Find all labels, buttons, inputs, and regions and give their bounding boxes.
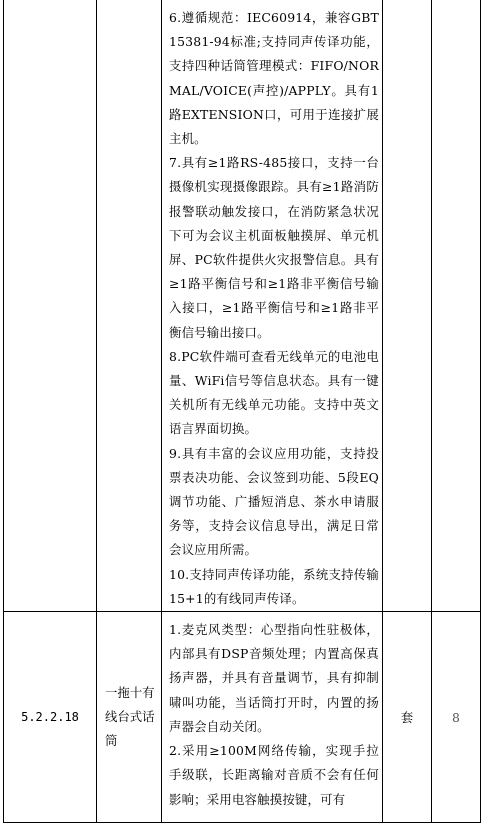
specification-table — [3, 0, 481, 823]
item-quantity-cell — [432, 0, 481, 612]
item-description-cell — [162, 612, 383, 823]
spec-paragraph: 9.具有丰富的会议应用功能，支持投票表决功能、会议签到功能、5段EQ调节功能、广播短消息、茶水申请服务等，支持会议信息导出，满足日常会议应用所需。 — [169, 445, 379, 558]
table-row — [4, 612, 481, 823]
spec-paragraph: 10.支持同声传译功能，系统支持传输15+1的有线同声传译。 — [169, 566, 379, 606]
item-unit-cell — [383, 0, 432, 612]
item-name-cell — [97, 0, 162, 612]
item-description-cell — [162, 0, 383, 612]
spec-paragraph: 6.遵循规范：IEC60914，兼容GBT15381-94标准;支持同声传译功能，支持四种话筒管理模式：FIFO/NORMAL/VOICE(声控)/APPLY。具有1路EXTENSION口，可用于连接扩展主机。 — [169, 10, 379, 147]
item-quantity-cell: 8 — [432, 612, 481, 823]
item-name-cell: 一拖十有线台式话筒 — [97, 612, 162, 823]
item-code-cell: 5.2.2.18 — [4, 612, 97, 823]
item-unit-cell: 套 — [383, 612, 432, 823]
spec-paragraph: 2.采用≥100M网络传输，实现手拉手级联，长距离输对音质不会有任何影响；采用电容触摸按键，可有 — [169, 743, 379, 807]
table-row — [4, 0, 481, 612]
spec-paragraph: 7.具有≥1路RS-485接口，支持一台摄像机实现摄像跟踪。具有≥1路消防报警联动触发接口，在消防紧急状况下可为会议主机面板触摸屏、单元机屏、PC软件提供火灾报警信息。具有≥1路平衡信号和≥1路非平衡信号输入接口，≥1路平衡信号和≥1路非平衡信号输出接口。 — [169, 155, 379, 340]
spec-paragraph: 8.PC软件端可查看无线单元的电池电量、WiFi信号等信息状态。具有一键关机所有无线单元功能。支持中英文语言界面切换。 — [169, 348, 379, 437]
spec-paragraph: 1.麦克风类型：心型指向性驻极体，内部具有DSP音频处理；内置高保真扬声器，并具有音量调节，具有抑制啸叫功能，当话筒打开时，内置的扬声器会自动关闭。 — [169, 622, 379, 734]
item-code-cell — [4, 0, 97, 612]
